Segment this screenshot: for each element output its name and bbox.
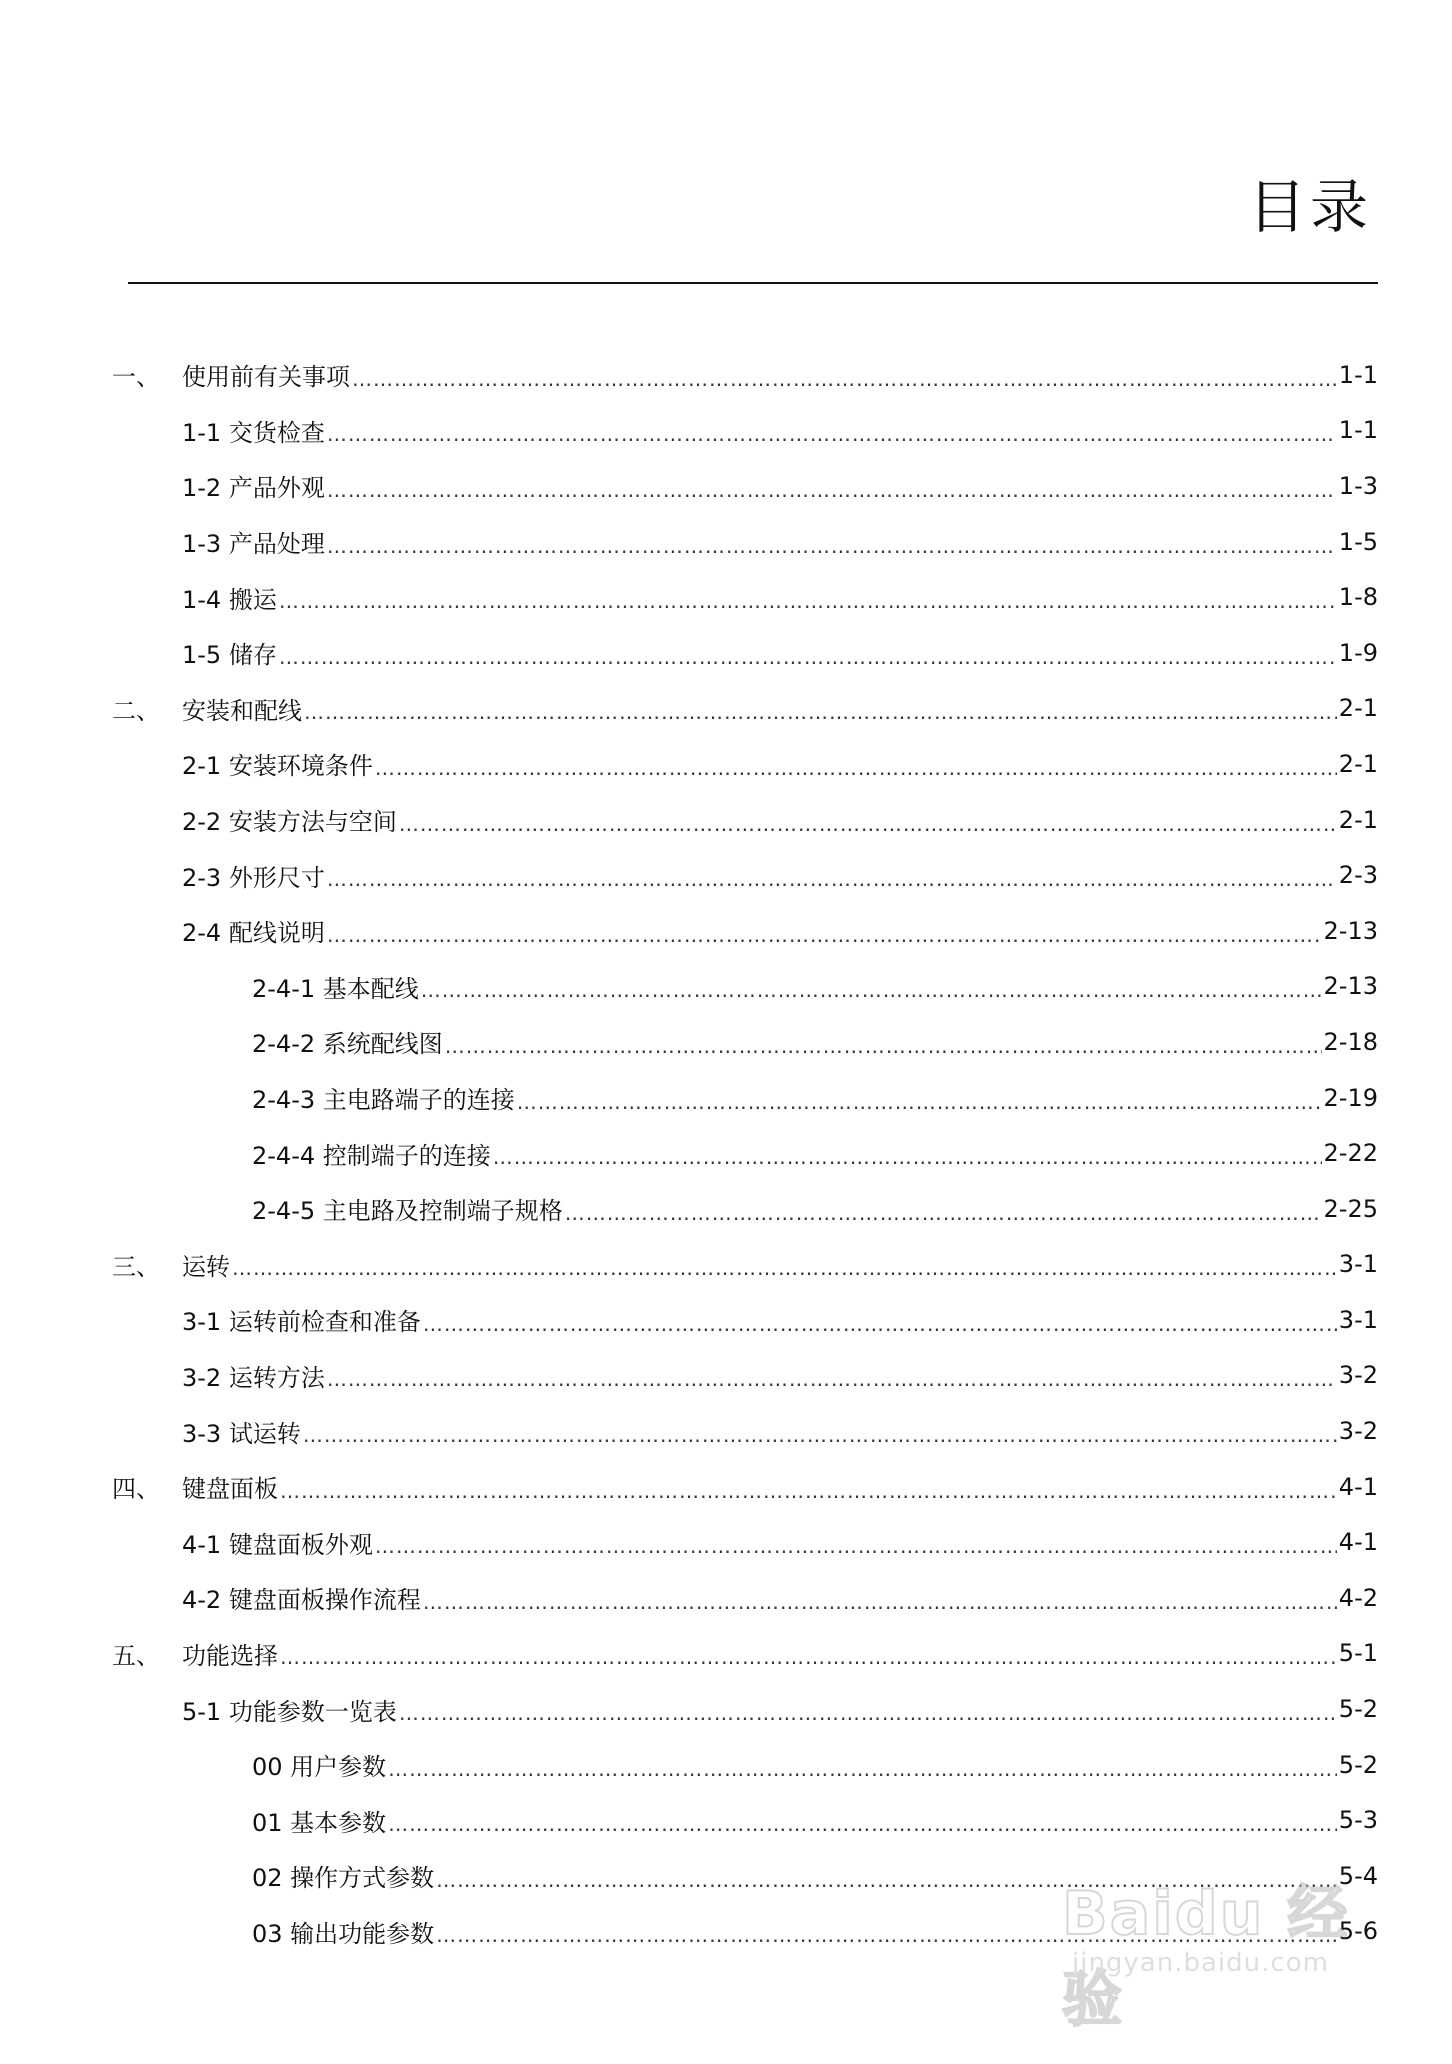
toc-dot-leader bbox=[388, 1814, 1337, 1834]
toc-dot-leader bbox=[327, 424, 1337, 444]
toc-page-number: 2-18 bbox=[1323, 1027, 1378, 1056]
title-divider bbox=[128, 282, 1378, 284]
toc-entry-label: 2-4 配线说明 bbox=[182, 919, 325, 948]
toc-page-number: 5-4 bbox=[1338, 1861, 1378, 1890]
toc-entry-label: 3-2 运转方法 bbox=[182, 1363, 325, 1392]
toc-dot-leader bbox=[303, 1425, 1337, 1445]
toc-entry[interactable] bbox=[112, 1403, 1378, 1459]
toc-page-number: 1-1 bbox=[1338, 360, 1378, 389]
toc-dot-leader bbox=[445, 1036, 1322, 1056]
toc-entry[interactable] bbox=[112, 1237, 1378, 1293]
toc-page-number: 3-2 bbox=[1338, 1417, 1378, 1446]
toc-entry[interactable] bbox=[112, 1737, 1378, 1793]
toc-entry-label: 键盘面板 bbox=[182, 1475, 278, 1504]
toc-dot-leader bbox=[375, 1536, 1337, 1556]
toc-page-number: 1-5 bbox=[1338, 527, 1378, 556]
toc-dot-leader bbox=[565, 1203, 1322, 1223]
toc-entry[interactable] bbox=[112, 792, 1378, 848]
toc-page-number: 2-1 bbox=[1338, 749, 1378, 778]
toc-dot-leader bbox=[279, 647, 1337, 667]
toc-page-number: 2-13 bbox=[1323, 972, 1378, 1001]
toc-entry-label: 安装和配线 bbox=[182, 696, 302, 725]
toc-entry[interactable] bbox=[112, 1070, 1378, 1126]
toc-entry-label: 2-4-5 主电路及控制端子规格 bbox=[252, 1197, 563, 1226]
toc-entry-label: 3-1 运转前检查和准备 bbox=[182, 1308, 421, 1337]
toc-entry[interactable] bbox=[112, 1681, 1378, 1737]
toc-entry[interactable] bbox=[112, 1570, 1378, 1626]
toc-entry[interactable] bbox=[112, 1459, 1378, 1515]
toc-entry[interactable] bbox=[112, 903, 1378, 959]
toc-dot-leader bbox=[423, 1314, 1337, 1334]
toc-dot-leader bbox=[399, 814, 1337, 834]
toc-entry-label: 2-4-4 控制端子的连接 bbox=[252, 1141, 491, 1170]
toc-entry-label: 2-4-3 主电路端子的连接 bbox=[252, 1086, 515, 1115]
toc-dot-leader bbox=[352, 369, 1337, 389]
toc-dot-leader bbox=[423, 1592, 1337, 1612]
toc-page-number: 5-3 bbox=[1338, 1806, 1378, 1835]
toc-page-number: 2-19 bbox=[1323, 1083, 1378, 1112]
toc-entry-label: 2-3 外形尺寸 bbox=[182, 863, 325, 892]
toc-page-number: 4-1 bbox=[1338, 1528, 1378, 1557]
toc-entry-label: 2-4-1 基本配线 bbox=[252, 974, 419, 1003]
toc-page-number: 5-2 bbox=[1338, 1750, 1378, 1779]
toc-page-number: 1-3 bbox=[1338, 471, 1378, 500]
toc-entry[interactable] bbox=[112, 1014, 1378, 1070]
toc-entry-label: 1-1 交货检查 bbox=[182, 418, 325, 447]
toc-entry[interactable] bbox=[112, 1292, 1378, 1348]
toc-dot-leader bbox=[279, 591, 1337, 611]
toc-entry-label: 运转 bbox=[182, 1252, 230, 1281]
toc-page-number: 2-13 bbox=[1323, 916, 1378, 945]
page-title: 目录 bbox=[1247, 173, 1372, 241]
toc-page-number: 3-1 bbox=[1338, 1250, 1378, 1279]
toc-entry-label: 2-1 安装环境条件 bbox=[182, 752, 373, 781]
toc-entry-label: 03 输出功能参数 bbox=[252, 1919, 435, 1948]
toc-page-number: 4-2 bbox=[1338, 1583, 1378, 1612]
toc-entry[interactable] bbox=[112, 736, 1378, 792]
watermark-url: jingyan.baidu.com bbox=[1072, 1948, 1329, 1978]
toc-dot-leader bbox=[280, 1647, 1337, 1667]
toc-entry-label: 5-1 功能参数一览表 bbox=[182, 1697, 397, 1726]
toc-entry-label: 01 基本参数 bbox=[252, 1808, 387, 1837]
toc-entry[interactable] bbox=[112, 1125, 1378, 1181]
toc-page-number: 2-25 bbox=[1323, 1194, 1378, 1223]
toc-page-number: 1-9 bbox=[1338, 638, 1378, 667]
toc-page-number: 4-1 bbox=[1338, 1472, 1378, 1501]
toc-chapter-number: 三、 bbox=[112, 1252, 160, 1281]
toc-entry[interactable] bbox=[112, 1348, 1378, 1404]
toc-page-number: 2-22 bbox=[1323, 1139, 1378, 1168]
toc-entry[interactable] bbox=[112, 1792, 1378, 1848]
toc-page-number: 2-1 bbox=[1338, 694, 1378, 723]
toc-page-number: 5-2 bbox=[1338, 1695, 1378, 1724]
toc-entry-label: 02 操作方式参数 bbox=[252, 1864, 435, 1893]
toc-page-number: 3-1 bbox=[1338, 1305, 1378, 1334]
toc-chapter-number: 一、 bbox=[112, 363, 160, 392]
toc-page-number: 2-1 bbox=[1338, 805, 1378, 834]
toc-page-number: 1-1 bbox=[1338, 416, 1378, 445]
toc-dot-leader bbox=[327, 869, 1337, 889]
toc-entry-label: 00 用户参数 bbox=[252, 1753, 387, 1782]
toc-entry-label: 1-3 产品处理 bbox=[182, 530, 325, 559]
toc-dot-leader bbox=[517, 1092, 1322, 1112]
toc-dot-leader bbox=[280, 1481, 1337, 1501]
toc-chapter-number: 四、 bbox=[112, 1475, 160, 1504]
toc-entry[interactable] bbox=[112, 1514, 1378, 1570]
table-of-contents bbox=[112, 347, 1378, 1959]
toc-entry-label: 1-2 产品外观 bbox=[182, 474, 325, 503]
toc-entry[interactable] bbox=[112, 681, 1378, 737]
toc-dot-leader bbox=[493, 1147, 1322, 1167]
toc-page-number: 5-1 bbox=[1338, 1639, 1378, 1668]
toc-entry[interactable] bbox=[112, 1181, 1378, 1237]
toc-dot-leader bbox=[232, 1258, 1337, 1278]
toc-entry[interactable] bbox=[112, 1626, 1378, 1682]
toc-chapter-number: 二、 bbox=[112, 696, 160, 725]
toc-chapter-number: 五、 bbox=[112, 1641, 160, 1670]
toc-entry-label: 2-2 安装方法与空间 bbox=[182, 808, 397, 837]
toc-page-number: 5-6 bbox=[1338, 1917, 1378, 1946]
toc-dot-leader bbox=[304, 702, 1337, 722]
toc-entry-label: 1-4 搬运 bbox=[182, 585, 277, 614]
toc-dot-leader bbox=[327, 536, 1337, 556]
toc-entry-label: 使用前有关事项 bbox=[182, 363, 350, 392]
toc-entry-label: 4-2 键盘面板操作流程 bbox=[182, 1586, 421, 1615]
toc-entry[interactable] bbox=[112, 625, 1378, 681]
baidu-watermark bbox=[1062, 1866, 1392, 2035]
toc-dot-leader bbox=[388, 1759, 1337, 1779]
watermark-brand: Baidu 经验 bbox=[1062, 1879, 1350, 2035]
toc-entry[interactable] bbox=[112, 847, 1378, 903]
toc-entry[interactable] bbox=[112, 514, 1378, 570]
toc-dot-leader bbox=[327, 1369, 1337, 1389]
toc-page-number: 3-2 bbox=[1338, 1361, 1378, 1390]
toc-entry-label: 2-4-2 系统配线图 bbox=[252, 1030, 443, 1059]
toc-entry[interactable] bbox=[112, 347, 1378, 403]
toc-entry[interactable] bbox=[112, 403, 1378, 459]
toc-dot-leader bbox=[327, 480, 1337, 500]
toc-page-number: 2-3 bbox=[1338, 861, 1378, 890]
toc-dot-leader bbox=[375, 758, 1337, 778]
toc-entry[interactable] bbox=[112, 458, 1378, 514]
toc-entry-label: 1-5 储存 bbox=[182, 641, 277, 670]
toc-dot-leader bbox=[421, 980, 1322, 1000]
toc-entry[interactable] bbox=[112, 959, 1378, 1015]
toc-page-number: 1-8 bbox=[1338, 583, 1378, 612]
toc-dot-leader bbox=[399, 1703, 1337, 1723]
toc-entry-label: 功能选择 bbox=[182, 1641, 278, 1670]
toc-entry-label: 4-1 键盘面板外观 bbox=[182, 1530, 373, 1559]
toc-entry-label: 3-3 试运转 bbox=[182, 1419, 301, 1448]
toc-dot-leader bbox=[327, 925, 1322, 945]
toc-entry[interactable] bbox=[112, 569, 1378, 625]
